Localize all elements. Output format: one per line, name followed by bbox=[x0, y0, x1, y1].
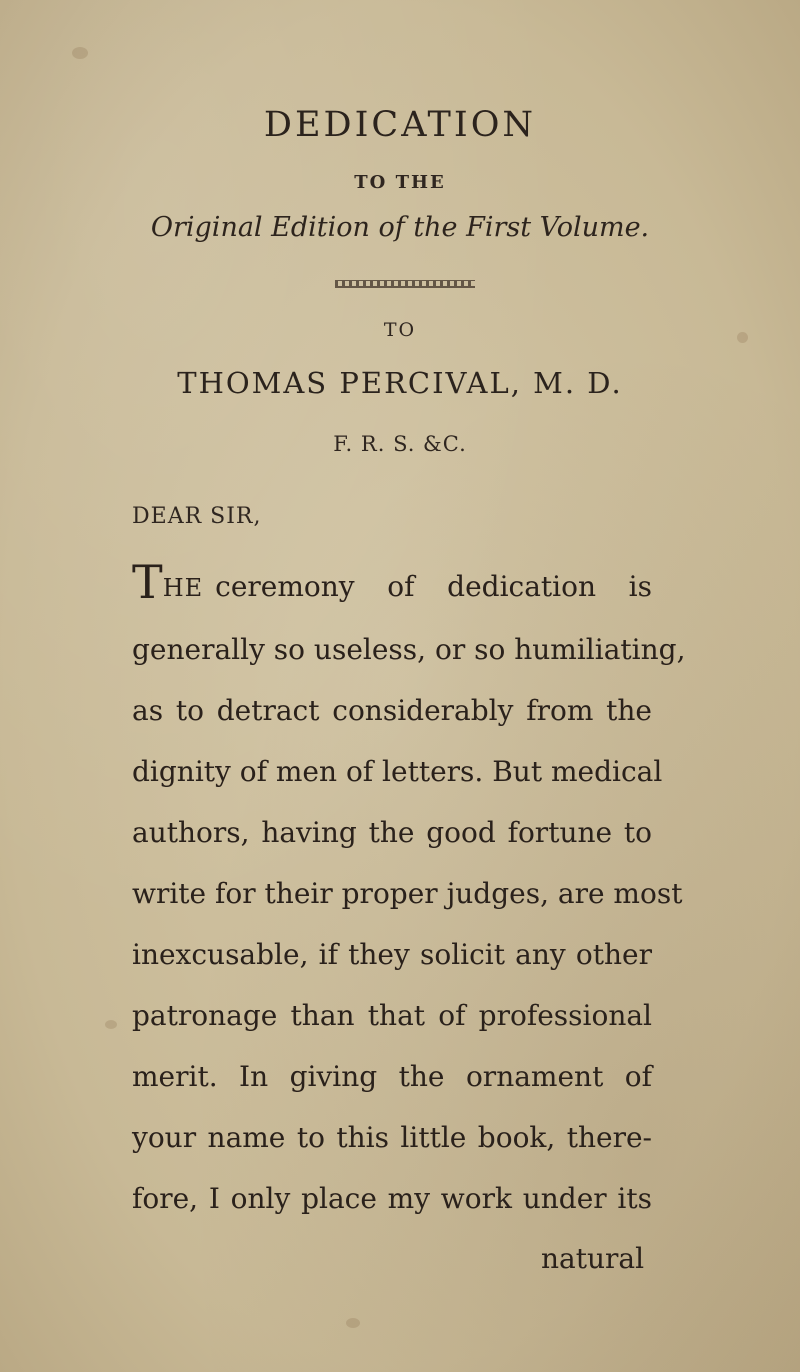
body-line: dignity of men of letters. But medical bbox=[132, 755, 663, 788]
body-line: inexcusable, if they solicit any other bbox=[132, 938, 652, 971]
body-line: your name to this little book, there- bbox=[132, 1121, 652, 1154]
recipient-name: THOMAS PERCIVAL, M. D. bbox=[177, 366, 623, 400]
first-word-rest: HE bbox=[162, 574, 204, 602]
edition-line: Original Edition of the First Volume. bbox=[150, 212, 650, 243]
paper-stain bbox=[72, 47, 88, 59]
catchword: natural bbox=[541, 1242, 645, 1275]
body-line: write for their proper judges, are most bbox=[132, 877, 683, 910]
page-subtitle: TO THE bbox=[354, 172, 446, 193]
salutation: DEAR SIR, bbox=[132, 504, 262, 529]
body-line: fore, I only place my work under its bbox=[132, 1182, 652, 1215]
paper-stain bbox=[346, 1318, 360, 1328]
body-line: as to detract considerably from the bbox=[132, 694, 652, 727]
body-line: generally so useless, or so humiliating, bbox=[132, 633, 686, 666]
to-line: TO bbox=[383, 319, 417, 341]
body-line-text: ceremony of dedication is bbox=[215, 570, 652, 603]
dedication-body bbox=[132, 555, 686, 1229]
ornamental-divider bbox=[335, 280, 475, 288]
body-first-line bbox=[132, 556, 652, 619]
paper-stain bbox=[105, 1020, 117, 1029]
drop-cap: T bbox=[132, 555, 163, 609]
body-line: authors, having the good fortune to bbox=[132, 816, 652, 849]
recipient-credentials: F. R. S. &C. bbox=[333, 432, 467, 456]
page-title: DEDICATION bbox=[263, 105, 537, 145]
body-line: patronage than that of professional bbox=[132, 999, 652, 1032]
body-line: merit. In giving the ornament of bbox=[132, 1060, 652, 1093]
